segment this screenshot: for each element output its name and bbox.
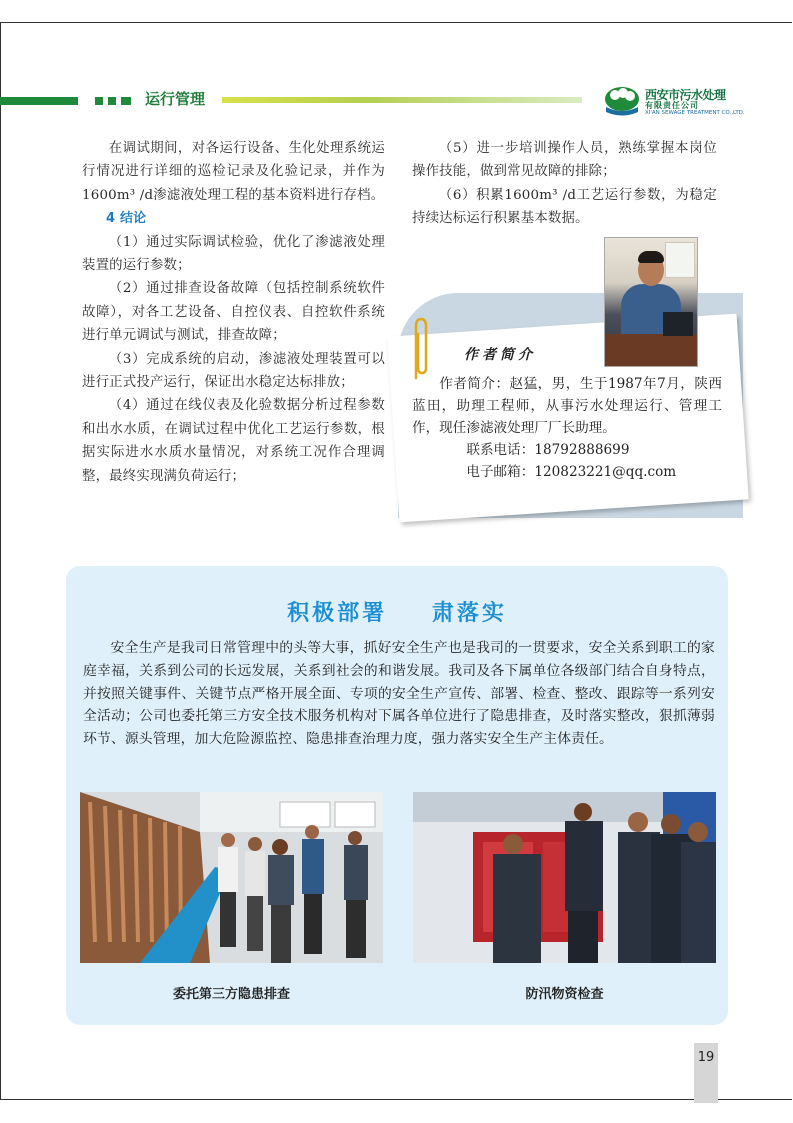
header-bar-left: [0, 97, 78, 105]
logo-emblem-icon: [603, 85, 641, 117]
photo-person-hair: [638, 251, 664, 263]
logo-name-en: XI'AN SEWAGE TREATMENT CO.,LTD.: [645, 110, 745, 116]
list-item: （6）积累1600m³ /d工艺运行参数，为稳定持续达标运行积累基本数据。: [412, 187, 717, 227]
header-square: [95, 97, 103, 105]
right-column: [412, 137, 717, 231]
header-square: [121, 97, 131, 105]
paragraph: 在调试期间，对各运行设备、生化处理系统运行情况进行详细的巡检记录及化验记录，并作为1600m³ /d渗滤液处理工程的基本资料进行存档。: [82, 141, 385, 203]
logo-name-cn-sub: 有限责任公司: [645, 101, 699, 110]
list-item: （3）完成系统的启动，渗滤液处理装置可以进行正式投产运行，保证出水稳定达标排放；: [82, 351, 385, 391]
page-number: 19: [697, 1050, 715, 1065]
section-title: 运行管理: [145, 90, 206, 108]
flood-supplies-scene-image: [413, 792, 716, 963]
list-item: （5）进一步培训操作人员，熟练掌握本岗位操作技能，做到常见故障的排除；: [412, 141, 717, 180]
list-item: （4）通过在线仪表及化验数据分析过程参数和出水水质，在调试过程中优化工艺运行参数，根据实际进水水质水量情况，对系统工况作合理调整，最终实现满负荷运行；: [82, 398, 385, 484]
photo-desk: [605, 334, 697, 366]
logo-name-cn: 西安市污水处理: [645, 88, 726, 102]
company-logo: [603, 83, 783, 123]
photo-caption: 防汛物资检查: [525, 987, 604, 1002]
list-item: （2）通过排查设备故障（包括控制系统软件故障），对各工艺设备、自控仪表、自控软件系统进行单元调试与测试，排查故障；: [82, 281, 385, 344]
bio-email: 电子邮箱：120823221@qq.com: [466, 464, 677, 480]
list-item: （1）通过实际调试检验，优化了渗滤液处理装置的运行参数；: [82, 234, 385, 274]
panel-body: 安全生产是我司日常管理中的头等大事，抓好安全生产也是我司的一贯要求，安全关系到职工的家庭幸福，关系到公司的长远发展，关系到社会的和谐发展。我司及各下属单位各级部门结合自身特点，并按照关键事件、关键节点严格开展全面、专项的安全生产宣传、部署、检查、整改、跟踪等一系列安全活动；公司也委托第三方安全技术服务机构对下属各单位进行了隐患排查，及时落实整改，狠抓薄弱环节、源头管理，加大危险源监控、隐患排查治理力度，强力落实安全生产主体责任。: [83, 640, 715, 748]
bio-phone: 联系电话：18792888699: [466, 442, 630, 458]
bio-title: 作者简介: [464, 347, 536, 363]
photo-window: [665, 242, 695, 278]
header-bar-right: [222, 97, 582, 103]
photo-flood-supplies-check: [413, 792, 716, 963]
inspection-scene-image: [80, 792, 383, 963]
bio-text: [412, 373, 722, 483]
photo-caption: 委托第三方隐患排查: [172, 987, 290, 1002]
page-header: [0, 0, 793, 130]
header-square: [108, 97, 116, 105]
author-photo: [604, 237, 698, 367]
panel-title: 积极部署 肃落实: [287, 601, 507, 626]
left-column: [82, 137, 385, 488]
photo-monitor: [663, 312, 693, 336]
bio-intro: 作者简介：赵猛，男，生于1987年7月，陕西蓝田，助理工程师，从事污水处理运行、管理工作，现任渗滤液处理厂厂长助理。: [412, 376, 722, 436]
section-heading: 4 结论: [106, 211, 147, 227]
photo-third-party-inspection: [80, 792, 383, 963]
